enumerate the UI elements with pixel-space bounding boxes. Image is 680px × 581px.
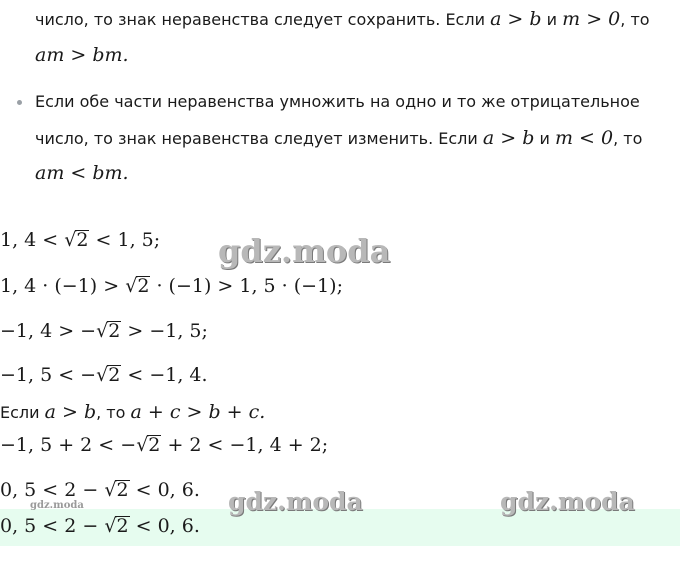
rule2-result: am < bm. <box>35 162 129 184</box>
solution-step-2: 1, 4 · (−1) > √2 · (−1) > 1, 5 · (−1); <box>0 275 343 297</box>
solution-step-3: −1, 4 > −√2 > −1, 5; <box>0 320 208 342</box>
rule1-result: am > bm. <box>35 44 129 66</box>
watermark-logo: gdz.moda <box>500 487 635 516</box>
rule2-line2: число, то знак неравенства следует изменить. Если a > b и m < 0, то <box>35 127 643 149</box>
watermark-logo: gdz.moda <box>228 487 363 516</box>
rule2-line1: Если обе части неравенства умножить на одно и то же отрицательное <box>35 92 640 111</box>
solution-step-5: −1, 5 + 2 < −√2 + 2 < −1, 4 + 2; <box>0 434 329 456</box>
solution-answer: 0, 5 < 2 − √2 < 0, 6. <box>0 515 200 537</box>
solution-step-1: 1, 4 < √2 < 1, 5; <box>0 229 161 251</box>
watermark-small: gdz.moda <box>30 500 84 511</box>
rule1-line1: число, то знак неравенства следует сохранить. Если a > b и m > 0, то <box>35 8 650 30</box>
solution-rule: Если a > b, то a + c > b + c. <box>0 401 266 423</box>
solution-step-4: −1, 5 < −√2 < −1, 4. <box>0 364 208 386</box>
solution-step-6: 0, 5 < 2 − √2 < 0, 6. <box>0 479 200 501</box>
bullet-dot <box>17 100 22 105</box>
watermark-logo: gdz.moda <box>218 232 391 270</box>
